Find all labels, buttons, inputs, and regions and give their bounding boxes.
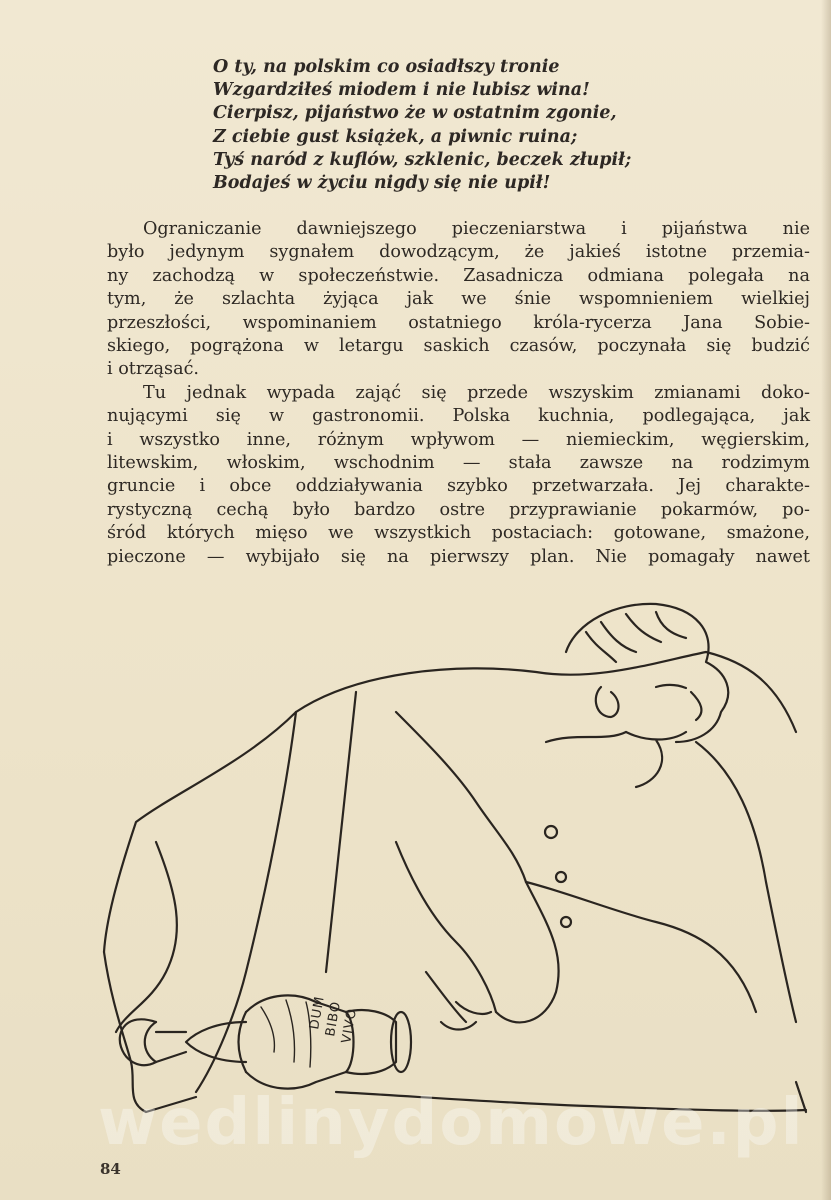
site-watermark: wedlinydomowe.pl [98,1086,805,1160]
cup-inscription-2: BIBO [323,999,345,1038]
text-line: gruncie i obce oddziaływania szybko przetwarzała. Jej charakte- [107,476,810,497]
cup-inscription-1: DUM [307,994,328,1031]
paragraph-1 [107,218,810,382]
text-line: skiego, pogrążona w letargu saskich czasów, poczynała się budzić [107,336,810,357]
text-line: Ograniczanie dawniejszego pieczeniarstwa i pijaństwa nie [143,219,810,239]
cloak-fold-2 [116,842,177,1032]
eye-closed [656,685,686,688]
goblet [120,995,411,1088]
mustache [626,732,686,787]
coat-right [696,742,796,1022]
hair-strokes [586,612,686,662]
coat-lower [526,882,756,1012]
buttons [545,826,571,927]
body-text [107,218,810,569]
sleeve-cuff [396,842,496,1012]
text-line: rystyczną cechą było bardzo ostre przyprawianie pokarmów, po- [107,499,810,520]
cloak-fold-1 [196,712,296,1092]
text-line: litewskim, włoskim, wschodnim — stała zawsze na rodzimym [107,453,810,474]
text-line: i otrząsać. [107,359,200,380]
sleeping-nobleman-illustration [96,592,816,1132]
text-line: było jedynym sygnałem dowodzącym, że jakieś istotne przemia- [107,242,810,263]
cloak-outline [296,652,796,732]
poem-stanza [213,56,733,195]
text-line: tym, że szlachta żyjąca jak we śnie wspomnieniem wielkiej [107,289,810,310]
cloak-fold-3 [326,692,356,972]
ear [596,687,619,717]
arm-upper [496,882,559,1022]
paragraph-2 [107,382,810,569]
poem-line: Z ciebie gust książek, a piwnic ruina; [213,126,578,147]
page-number: 84 [100,1160,121,1178]
poem-line: Bodajeś w życiu nigdy się nie upił! [213,173,551,194]
shoulder [396,712,526,882]
poem-line: Cierpisz, pijaństwo że w ostatnim zgonie, [213,103,617,124]
text-line: i wszystko inne, różnym wpływom — niemieckim, węgierskim, [107,429,810,450]
page-edge-shadow [821,0,831,1200]
poem-line: Wzgardziłeś miodem i nie lubisz wina! [213,80,590,101]
text-line: ny zachodzą w społeczeństwie. Zasadnicza odmiana polegała na [107,265,810,286]
text-line: przeszłości, wspominaniem ostatniego króla-rycerza Jana Sobie- [107,312,810,333]
cloak-left [104,712,296,952]
cup-inscription-3: VIVO [339,1007,361,1045]
nose [691,692,701,720]
text-line: Tu jednak wypada zająć się przede wszyskim zmianami doko- [143,382,810,403]
text-line: nującymi się w gastronomii. Polska kuchnia, podlegająca, jak [107,406,810,427]
beard-hair [546,732,626,742]
poem-line: O ty, na polskim co osiadłszy tronie [213,57,560,77]
hand [426,972,491,1030]
poem-line: Tyś naród z kuflów, szklenic, beczek złupił; [213,149,632,170]
text-line: śród których mięso we wszystkich postaciach: gotowane, smażone, [107,523,810,544]
text-line: pieczone — wybijało się na pierwszy plan. Nie pomagały nawet [107,546,810,567]
